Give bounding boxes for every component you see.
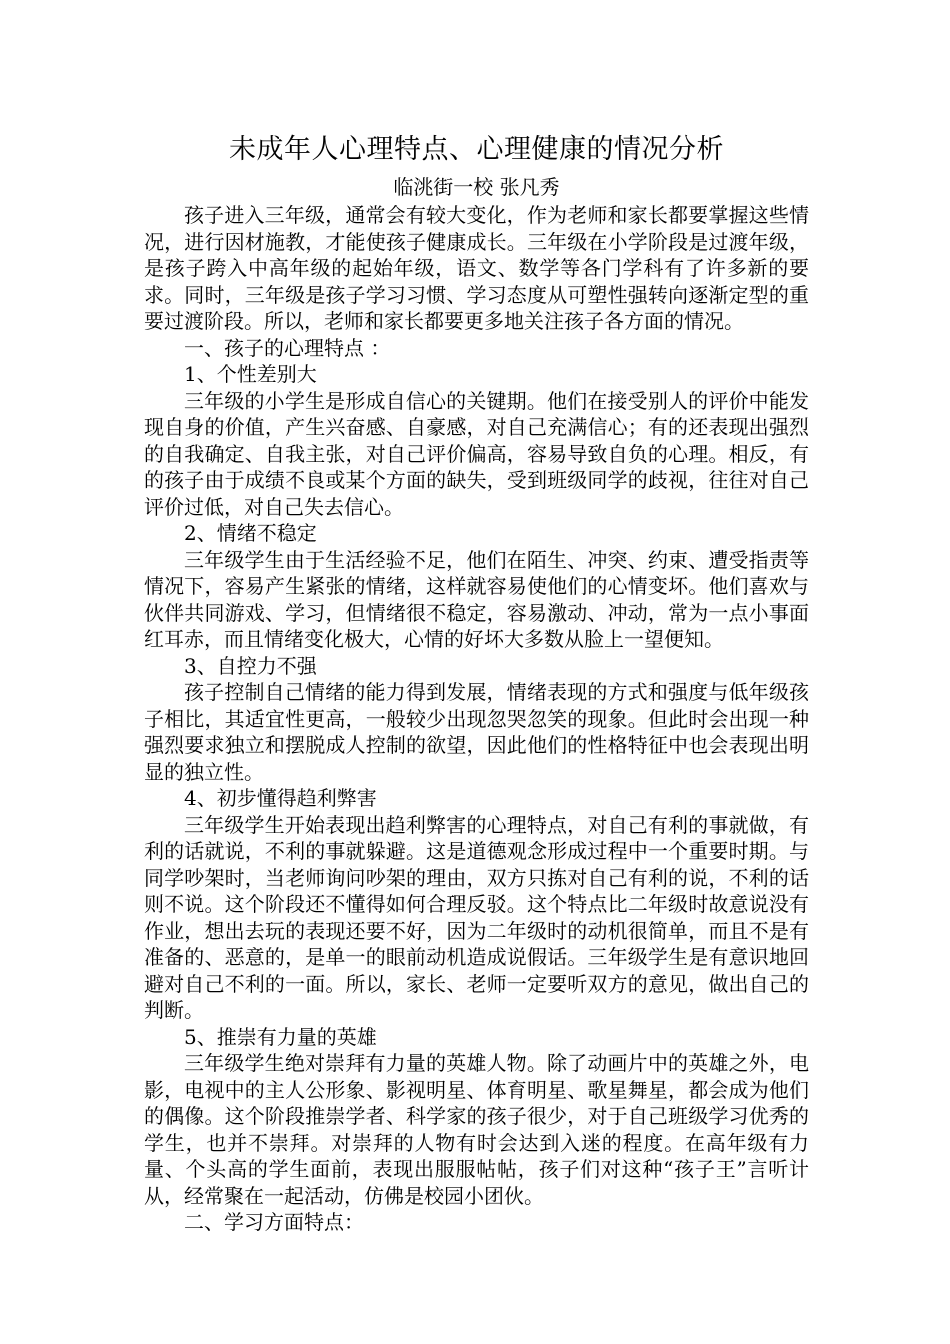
section-heading-1: 一、孩子的心理特点 ：	[184, 335, 391, 360]
subsection-heading-4: 4、初步懂得趋利弊害	[184, 786, 377, 810]
document-page	[144, 128, 809, 1236]
intro-paragraph: 孩子进入三年级，通常会有较大变化，作为老师和家长都要掌握这些情况，进行因材施教，才能使孩子健康成长。三年级在小学阶段是过渡年级，是孩子跨入中高年级的起始年级，语文、数学等各门学科有了许多新的要求。同时，三年级是孩子学习习惯、学习态度从可塑性强转向逐渐定型的重要过渡阶段。所以，老师和家长都要更多地关注孩子各方面的情况。	[144, 203, 809, 333]
subsection-heading-1: 1、个性差别大	[184, 362, 317, 386]
subsection-paragraph-2: 三年级学生由于生活经验不足，他们在陌生、冲突、约束、遭受指责等情况下，容易产生紧张的情绪，这样就容易使他们的心情变坏。他们喜欢与伙伴共同游戏、学习，但情绪很不稳定，容易激动、冲动，常为一点小事面红耳赤，而且情绪变化极大，心情的好坏大多数从脸上一望便知。	[144, 547, 809, 651]
subsection-paragraph-1: 三年级的小学生是形成自信心的关键期。他们在接受别人的评价中能发现自身的价值，产生兴奋感、自豪感，对自己充满信心；有的还表现出强烈的自我确定、自我主张，对自己评价偏高，容易导致自负的心理。相反，有的孩子由于成绩不良或某个方面的缺失，受到班级同学的歧视，往往对自己评价过低，对自己失去信心。	[144, 388, 809, 519]
subsection-heading-2: 2、情绪不稳定	[184, 521, 317, 545]
document-author: 临洮街一校 张凡秀	[393, 175, 560, 199]
subsection-paragraph-4: 三年级学生开始表现出趋利弊害的心理特点，对自己有利的事就做，有利的话就说，不利的事就躲避。这是道德观念形成过程中一个重要时期。与同学吵架时，当老师询问吵架的理由，双方只拣对自己有利的说，不利的话则不说。这个阶段还不懂得如何合理反驳。这个特点比二年级时故意说没有作业，想出去玩的表现还要不好，因为二年级时的动机很简单，而且不是有准备的、恶意的，是单一的眼前动机造成说假话。三年级学生是有意识地回避对自己不利的一面。所以，家长、老师一定要听双方的意见，做出自己的判断。	[144, 812, 809, 1022]
subsection-paragraph-5: 三年级学生绝对崇拜有力量的英雄人物。除了动画片中的英雄之外，电影，电视中的主人公形象、影视明星、体育明星、歌星舞星，都会成为他们的偶像。这个阶段推崇学者、科学家的孩子很少，对于自己班级学习优秀的学生，也并不崇拜。对崇拜的人物有时会达到入迷的程度。在高年级有力量、个头高的学生面前，表现出服服帖帖，孩子们对这种“孩子王”言听计从，经常聚在一起活动，仿佛是校园小团伙。	[144, 1051, 809, 1208]
subsection-heading-5: 5、推崇有力量的英雄	[184, 1024, 377, 1049]
subsection-heading-3: 3、自控力不强	[184, 653, 317, 678]
section-heading-2: 二、学习方面特点：	[184, 1210, 364, 1234]
document-title: 未成年人心理特点、心理健康的情况分析	[229, 134, 724, 165]
subsection-paragraph-3: 孩子控制自己情绪的能力得到发展，情绪表现的方式和强度与低年级孩子相比，其适宜性更高，一般较少出现忽哭忽笑的现象。但此时会出现一种强烈要求独立和摆脱成人控制的欲望，因此他们的性格特征中也会表现出明显的独立性。	[144, 680, 809, 784]
